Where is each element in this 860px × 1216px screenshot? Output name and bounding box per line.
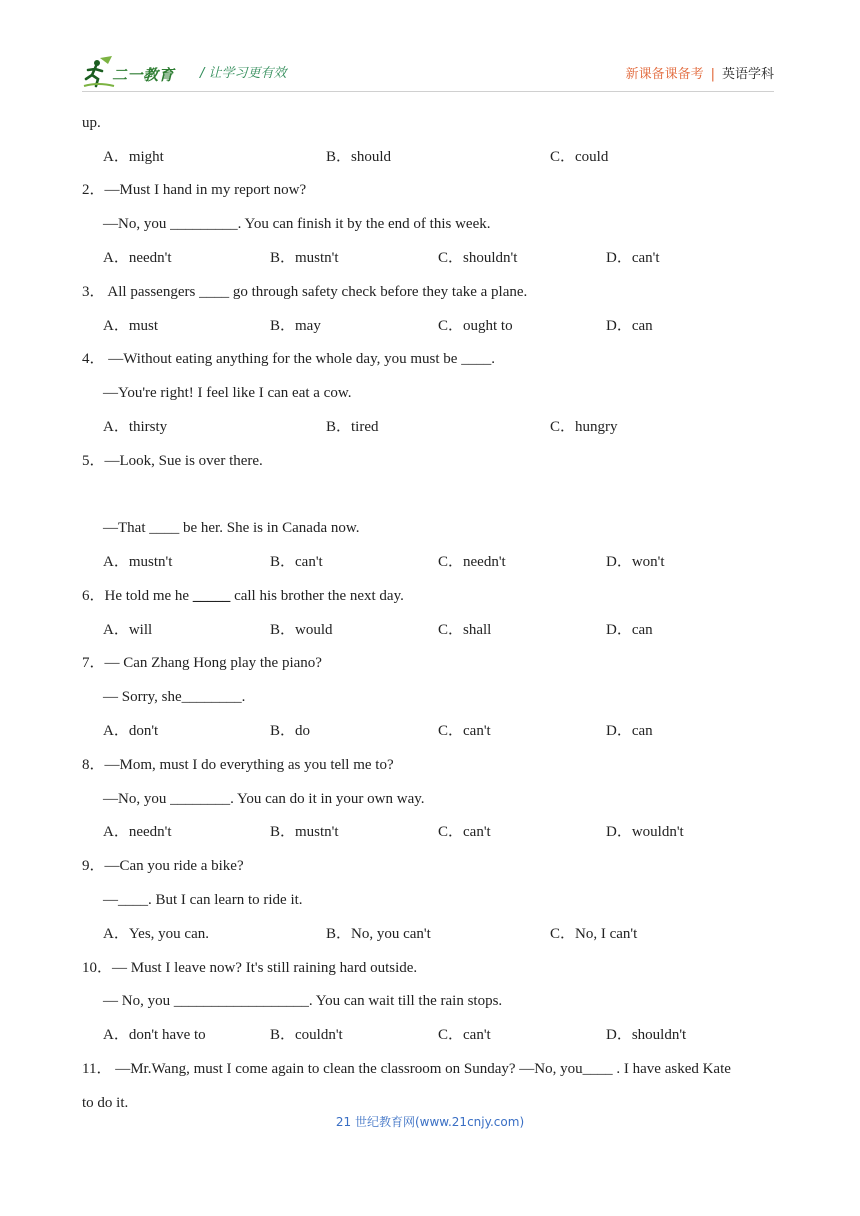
option-a: A．thirsty: [103, 419, 168, 435]
question-7-response: — Sorry, she________.: [103, 689, 246, 705]
header-right: [626, 63, 774, 82]
option-c: C．hungry: [550, 419, 618, 435]
option-a: A．don't have to: [103, 1027, 206, 1043]
question-tail: up.: [82, 115, 101, 131]
option-a: A．will: [103, 622, 153, 638]
option-a: A．don't: [103, 723, 159, 739]
question-2: 2．—Must I hand in my report now?: [82, 182, 307, 198]
question-7: 7．— Can Zhang Hong play the piano?: [82, 655, 322, 671]
question-5: 5．—Look, Sue is over there.: [82, 453, 263, 469]
option-b: B．couldn't: [270, 1027, 343, 1043]
header-separator: |: [710, 67, 715, 82]
question-8-response: —No, you ________. You can do it in your own way.: [103, 791, 425, 807]
option-b: B．No, you can't: [326, 926, 431, 942]
option-b: B．should: [326, 149, 392, 165]
option-b: B．do: [270, 723, 311, 739]
question-4: 4． —Without eating anything for the whole day, you must be ____.: [82, 351, 495, 367]
option-a: A．mustn't: [103, 554, 173, 570]
option-d: D．won't: [606, 554, 665, 570]
footer-source: 21 世纪教育网(www.21cnjy.com): [335, 1115, 525, 1129]
question-6-post: call his brother the next day.: [230, 588, 404, 604]
logo-text: 二一教育: [112, 66, 175, 84]
option-a: A．might: [103, 149, 164, 165]
question-4-response: —You're right! I feel like I can eat a cow.: [103, 385, 352, 401]
option-a: A．needn't: [103, 824, 172, 840]
question-10: 10．— Must I leave now? It's still raining hard outside.: [82, 960, 418, 976]
question-6: [82, 587, 404, 605]
option-c: C．can't: [438, 824, 491, 840]
option-d: D．can't: [606, 250, 660, 266]
option-c: C．ought to: [438, 318, 513, 334]
option-d: D．wouldn't: [606, 824, 684, 840]
option-d: D．can: [606, 622, 653, 638]
logo: [82, 55, 192, 89]
option-b: B．would: [270, 622, 333, 638]
option-a: A．must: [103, 318, 159, 334]
option-c: C．can't: [438, 1027, 491, 1043]
option-c: C．needn't: [438, 554, 506, 570]
question-5-response: —That ____ be her. She is in Canada now.: [103, 520, 360, 536]
course-label: 新课备课备考: [625, 67, 704, 82]
answer-blank: _____: [192, 588, 231, 604]
slogan: / 让学习更有效: [200, 66, 287, 81]
option-c: C．shouldn't: [438, 250, 518, 266]
header-divider: [82, 91, 774, 92]
subject-label: 英语学科: [721, 67, 774, 82]
option-c: C．could: [550, 149, 609, 165]
question-3: 3． All passengers ____ go through safety check before they take a plane.: [82, 284, 528, 300]
option-c: C．can't: [438, 723, 491, 739]
option-a: A．needn't: [103, 250, 172, 266]
question-10-response: — No, you __________________. You can wait till the rain stops.: [103, 993, 503, 1009]
question-6-pre: 6．He told me he: [82, 588, 193, 604]
question-2-response: —No, you _________. You can finish it by the end of this week.: [103, 216, 491, 232]
question-11: 11． —Mr.Wang, must I come again to clean the classroom on Sunday? —No, you____ . I have asked Kate: [82, 1061, 731, 1077]
question-9-response: —____. But I can learn to ride it.: [103, 892, 303, 908]
running-man-icon: [82, 55, 116, 89]
option-d: D．can: [606, 318, 653, 334]
option-b: B．may: [270, 318, 321, 334]
question-8: 8．—Mom, must I do everything as you tell me to?: [82, 757, 394, 773]
option-b: B．mustn't: [270, 824, 339, 840]
option-c: C．shall: [438, 622, 492, 638]
option-b: B．tired: [326, 419, 379, 435]
question-9: 9．—Can you ride a bike?: [82, 858, 244, 874]
question-11-continuation: to do it.: [82, 1095, 129, 1111]
option-b: B．mustn't: [270, 250, 339, 266]
option-d: D．shouldn't: [606, 1027, 687, 1043]
option-a: A．Yes, you can.: [103, 926, 209, 942]
page-header: [82, 55, 774, 91]
option-b: B．can't: [270, 554, 323, 570]
option-c: C．No, I can't: [550, 926, 638, 942]
option-d: D．can: [606, 723, 653, 739]
